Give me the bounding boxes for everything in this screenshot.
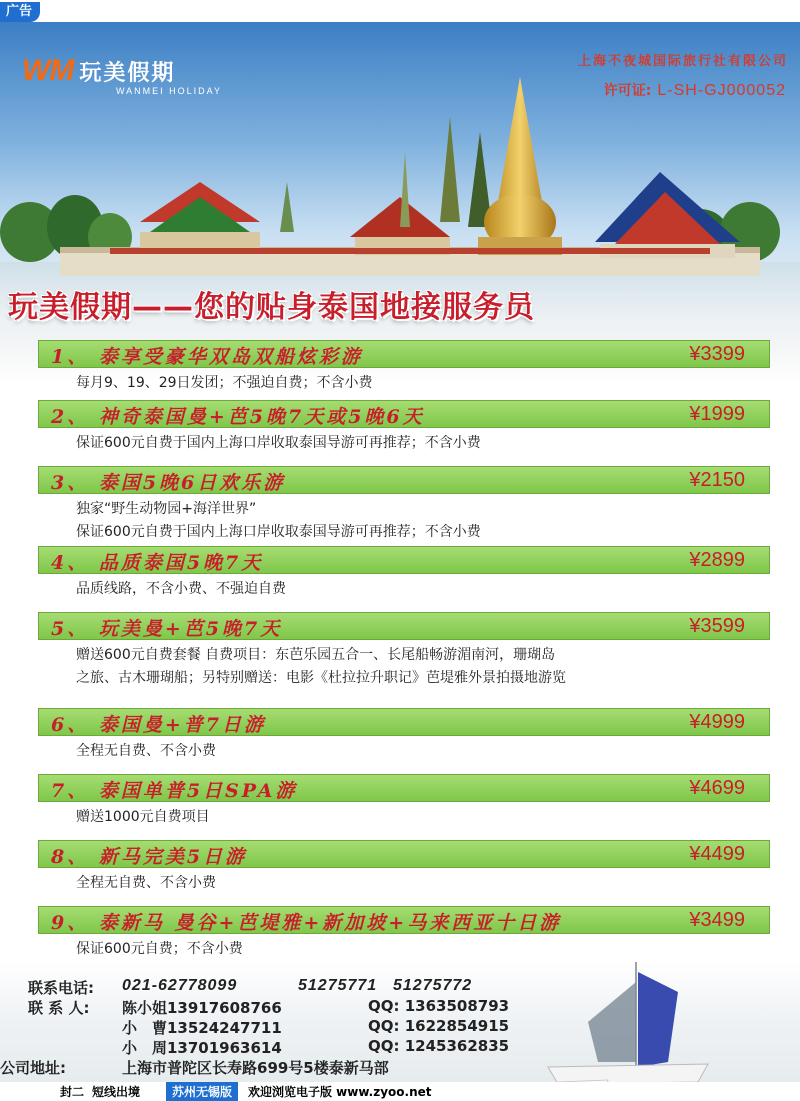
footer-section: 短线出境 <box>92 1085 141 1099</box>
footer-page: 封二 <box>60 1085 85 1099</box>
ad-tag <box>0 0 800 20</box>
tour-name: 9、 泰新马 曼谷+芭堤雅+新加坡+马来西亚十日游 <box>51 912 562 934</box>
tour-price: ¥2150 <box>689 469 745 491</box>
license <box>604 80 786 100</box>
person-label: 联 系 人: <box>28 999 90 1017</box>
tour-description: 赠送600元自费套餐 自费项目：东芭乐园五合一、长尾船畅游湄南河，珊瑚岛 <box>76 647 556 663</box>
tour-description: 之旅、古木珊瑚船；另特别赠送：电影《杜拉拉升职记》芭堤雅外景拍摄地游览 <box>76 670 566 686</box>
tour-name: 5、 玩美曼+芭5晚7天 <box>51 618 283 640</box>
tour-price: ¥3399 <box>689 343 745 365</box>
tour-title-bar <box>38 340 770 368</box>
tour-price: ¥1999 <box>689 403 745 425</box>
person-1-qq: QQ: 1363508793 <box>368 997 510 1015</box>
company-name: 上海不夜城国际旅行社有限公司 <box>577 54 788 69</box>
tour-price: ¥4699 <box>689 777 745 799</box>
tour-name: 1、 泰享受豪华双岛双船炫彩游 <box>51 346 363 368</box>
tour-name: 4、 品质泰国5晚7天 <box>51 552 264 574</box>
tour-title-bar <box>38 774 770 802</box>
tour-name: 7、 泰国单普5日SPA游 <box>51 780 298 802</box>
tour-name: 6、 泰国曼+普7日游 <box>51 714 266 736</box>
logo-letters: WM <box>22 54 74 87</box>
tour-description: 独家“野生动物园+海洋世界” <box>76 501 257 517</box>
tour-name: 2、 神奇泰国曼+芭5晚7天或5晚6天 <box>51 406 425 428</box>
phone-3: 51275772 <box>393 977 473 994</box>
license-code: L-SH-GJ000052 <box>657 82 786 99</box>
advertisement-page <box>0 22 800 1082</box>
tour-price: ¥4999 <box>689 711 745 733</box>
tour-description: 保证600元自费于国内上海口岸收取泰国导游可再推荐；不含小费 <box>76 435 481 451</box>
tour-name: 8、 新马完美5日游 <box>51 846 248 868</box>
footer-bar <box>0 1082 800 1100</box>
footer-edition-badge: 苏州无锡版 <box>166 1082 238 1101</box>
tour-description: 全程无自费、不含小费 <box>76 875 216 891</box>
address: 上海市普陀区长寿路699号5楼泰新马部 <box>122 1059 389 1077</box>
phone-label: 联系电话: <box>28 979 94 997</box>
phone-1: 021-62778099 <box>122 977 238 994</box>
tour-description: 品质线路，不含小费、不强迫自费 <box>76 581 286 597</box>
phone-2: 51275771 <box>298 977 378 994</box>
tour-description: 全程无自费、不含小费 <box>76 743 216 759</box>
tour-title-bar <box>38 906 770 934</box>
footer-website-link[interactable]: 欢迎浏览电子版 www.zyoo.net <box>248 1085 432 1099</box>
tour-description: 赠送1000元自费项目 <box>76 809 210 825</box>
person-2-qq: QQ: 1622854915 <box>368 1017 510 1035</box>
address-label: 公司地址: <box>0 1059 66 1077</box>
tour-price: ¥3499 <box>689 909 745 931</box>
tour-title-bar <box>38 466 770 494</box>
tour-description: 每月9、19、29日发团；不强迫自费；不含小费 <box>76 375 373 391</box>
tour-name: 3、 泰国5晚6日欢乐游 <box>51 472 286 494</box>
tour-description: 保证600元自费于国内上海口岸收取泰国导游可再推荐；不含小费 <box>76 524 481 540</box>
tour-title-bar <box>38 400 770 428</box>
person-3-qq: QQ: 1245362835 <box>368 1037 510 1055</box>
ad-tag-label: 广告 <box>0 2 40 22</box>
person-3: 小 周13701963614 <box>122 1039 282 1057</box>
tour-title-bar <box>38 546 770 574</box>
tour-description: 保证600元自费；不含小费 <box>76 941 243 957</box>
tour-price: ¥4499 <box>689 843 745 865</box>
headline: 玩美假期——您的贴身泰国地接服务员 <box>8 290 535 325</box>
person-1: 陈小姐13917608766 <box>122 999 282 1017</box>
person-2: 小 曹13524247711 <box>122 1019 282 1037</box>
tour-title-bar <box>38 840 770 868</box>
catamaran-image <box>528 952 728 1082</box>
logo-english-name: WANMEI HOLIDAY <box>116 86 223 96</box>
tour-price: ¥2899 <box>689 549 745 571</box>
tour-price: ¥3599 <box>689 615 745 637</box>
logo-chinese-name: 玩美假期 <box>79 61 176 86</box>
wanmei-logo <box>22 54 223 96</box>
tour-title-bar <box>38 612 770 640</box>
license-label: 许可证: <box>603 83 652 99</box>
tour-title-bar <box>38 708 770 736</box>
